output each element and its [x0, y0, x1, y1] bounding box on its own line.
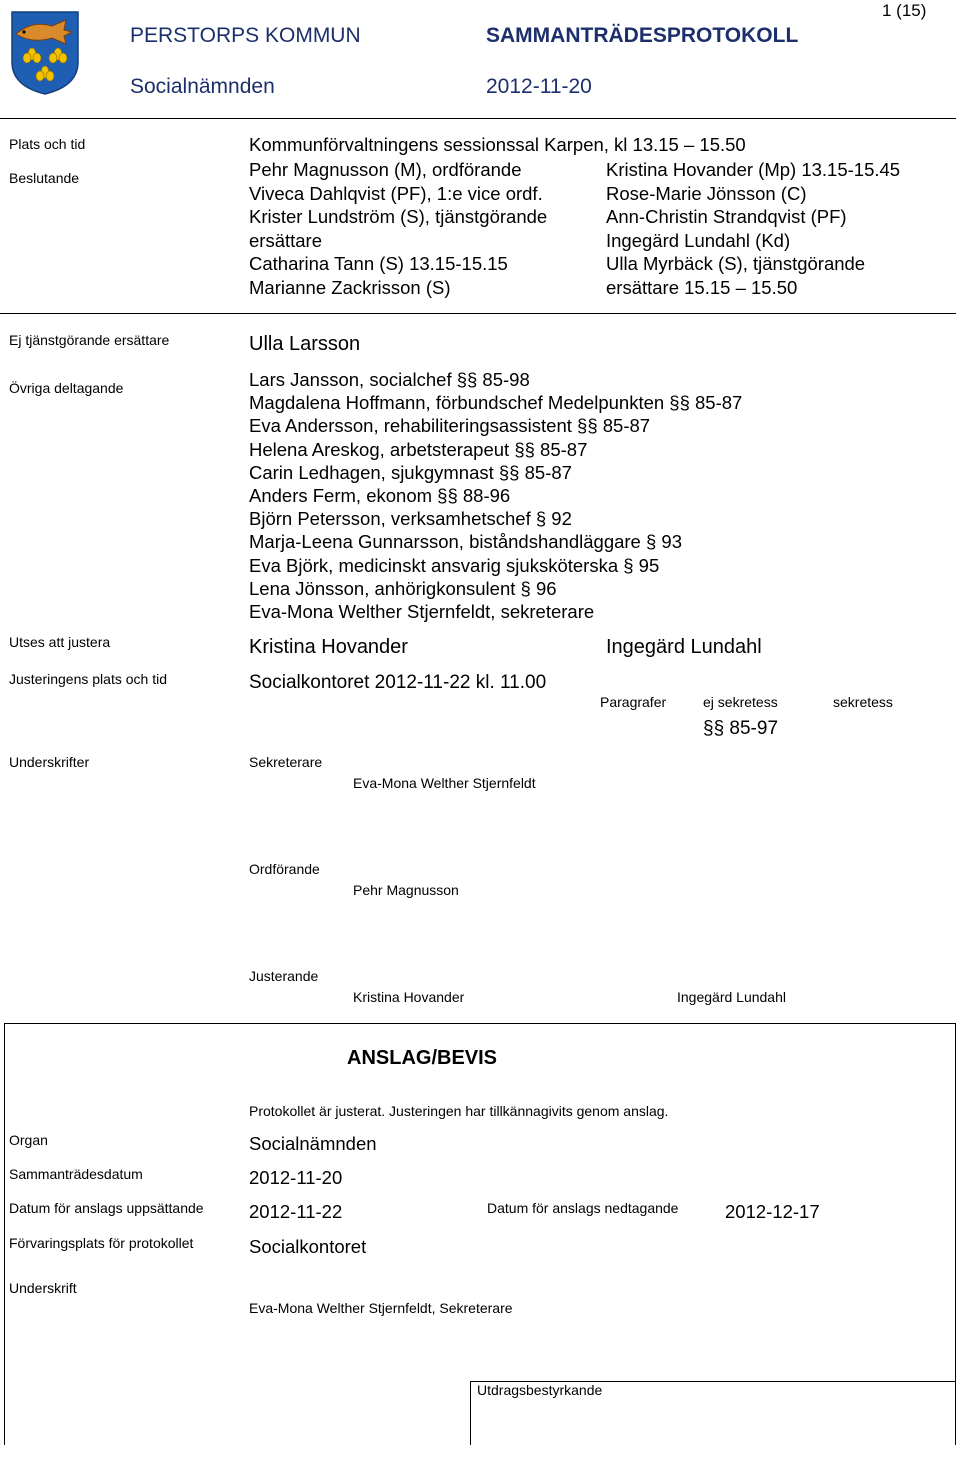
participant: Anders Ferm, ekonom §§ 88-96 — [249, 484, 511, 506]
deciding-label: Beslutande — [9, 170, 80, 186]
place-value: Kommunförvaltningens sessionssal Karpen, kl 13.15 – 15.50 — [249, 134, 746, 155]
non-serving-label: Ej tjänstgörande ersättare — [9, 332, 170, 348]
others-label: Övriga deltagande — [9, 380, 124, 396]
removed-label: Datum för anslags nedtagande — [487, 1200, 679, 1216]
posted-value: 2012-11-22 — [249, 1201, 343, 1222]
deciding-member: Krister Lundström (S), tjänstgörande — [249, 206, 548, 227]
deciding-member: Kristina Hovander (Mp) 13.15-15.45 — [606, 159, 901, 180]
paragraphs-value: §§ 85-97 — [703, 718, 779, 739]
participant: Carin Ledhagen, sjukgymnast §§ 85-87 — [249, 461, 572, 483]
secret-header: sekretess — [833, 694, 893, 710]
notice-left-border — [4, 1023, 5, 1445]
participant: Eva-Mona Welther Stjernfeldt, sekreterare — [249, 600, 595, 622]
adjuster-2-signature: Ingegärd Lundahl — [677, 989, 786, 1005]
adjust-label: Utses att justera — [9, 634, 111, 650]
deciding-member: Ingegärd Lundahl (Kd) — [606, 229, 791, 251]
posted-label: Datum för anslags uppsättande — [9, 1200, 204, 1216]
adjuster-1-signature: Kristina Hovander — [353, 989, 465, 1005]
meeting-date-value: 2012-11-20 — [249, 1167, 343, 1188]
participant: Lena Jönsson, anhörigkonsulent § 96 — [249, 577, 557, 599]
participant: Eva Björk, medicinskt ansvarig sjuksköterska § 95 — [249, 554, 660, 576]
signature-label: Underskrift — [9, 1280, 77, 1296]
storage-value: Socialkontoret — [249, 1236, 367, 1257]
others-list — [249, 368, 742, 623]
municipality-name: PERSTORPS KOMMUN — [130, 24, 361, 47]
deciding-right-list — [606, 158, 900, 299]
coat-of-arms-logo — [10, 10, 80, 96]
meeting-divider — [0, 313, 956, 314]
extract-left-border — [470, 1381, 471, 1445]
document-type: SAMMANTRÄDESPROTOKOLL — [486, 24, 799, 47]
non-serving-value: Ulla Larsson — [249, 333, 361, 355]
chair-name: Pehr Magnusson — [353, 882, 459, 898]
deciding-left-list — [249, 158, 547, 299]
participant: Helena Areskog, arbetsterapeut §§ 85-87 — [249, 438, 588, 460]
adjuster-1: Kristina Hovander — [249, 636, 408, 658]
deciding-member: ersättare — [249, 229, 323, 251]
header-divider — [0, 118, 956, 119]
organ-value: Socialnämnden — [249, 1133, 377, 1154]
adjuster-2: Ingegärd Lundahl — [606, 636, 762, 658]
not-secret-header: ej sekretess — [703, 694, 778, 710]
deciding-member: Marianne Zackrisson (S) — [249, 276, 451, 298]
deciding-member: Pehr Magnusson (M), ordförande — [249, 159, 522, 180]
deciding-member: Catharina Tann (S) 13.15-15.15 — [249, 253, 508, 274]
deciding-member: Viveca Dahlqvist (PF), 1:e vice ordf. — [249, 182, 543, 204]
committee-name: Socialnämnden — [130, 75, 275, 98]
adjust-place-label: Justeringens plats och tid — [9, 671, 167, 687]
page-number: 1 (15) — [882, 1, 927, 20]
meeting-date: 2012-11-20 — [486, 75, 592, 98]
secretary-name: Eva-Mona Welther Stjernfeldt — [353, 775, 536, 791]
meeting-date-label: Sammanträdesdatum — [9, 1166, 143, 1182]
organ-label: Organ — [9, 1132, 48, 1148]
place-label: Plats och tid — [9, 136, 86, 152]
participant: Lars Jansson, socialchef §§ 85-98 — [249, 369, 530, 390]
notice-statement: Protokollet är justerat. Justeringen har tillkännagivits genom anslag. — [249, 1103, 669, 1119]
adjust-place-value: Socialkontoret 2012-11-22 kl. 11.00 — [249, 672, 547, 693]
storage-label: Förvaringsplats för protokollet — [9, 1235, 194, 1251]
signatures-label: Underskrifter — [9, 754, 90, 770]
participant: Magdalena Hoffmann, förbundschef Medelpunkten §§ 85-87 — [249, 392, 743, 414]
participant: Björn Petersson, verksamhetschef § 92 — [249, 508, 572, 530]
participant: Eva Andersson, rehabiliteringsassistent §§ 85-87 — [249, 415, 651, 437]
notice-title: ANSLAG/BEVIS — [347, 1047, 498, 1069]
paragraphs-header: Paragrafer — [600, 694, 667, 710]
signature-value: Eva-Mona Welther Stjernfeldt, Sekreterare — [249, 1300, 513, 1316]
secretary-role: Sekreterare — [249, 754, 323, 770]
adjuster-role: Justerande — [249, 968, 319, 984]
extract-label: Utdragsbestyrkande — [477, 1382, 603, 1398]
deciding-member: Ulla Myrbäck (S), tjänstgörande — [606, 253, 866, 274]
removed-value: 2012-12-17 — [725, 1201, 820, 1222]
notice-top-border — [4, 1023, 956, 1024]
participant: Marja-Leena Gunnarsson, biståndshandläggare § 93 — [249, 531, 682, 553]
deciding-member: Rose-Marie Jönsson (C) — [606, 182, 807, 204]
chair-role: Ordförande — [249, 861, 320, 877]
deciding-member: ersättare 15.15 – 15.50 — [606, 276, 798, 298]
deciding-member: Ann-Christin Strandqvist (PF) — [606, 206, 847, 227]
